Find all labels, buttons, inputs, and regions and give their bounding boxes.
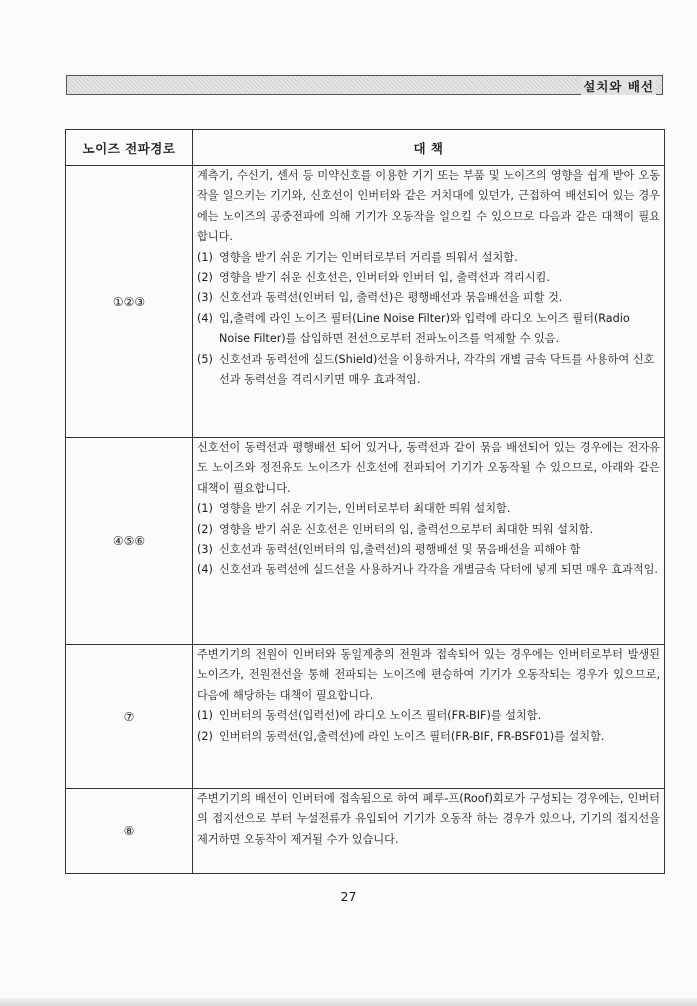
item-number: (1): [197, 250, 213, 264]
table-row: [66, 645, 665, 789]
measure-cell: [193, 166, 665, 438]
measure-intro: 계측기, 수신기, 센서 등 미약신호를 이용한 기기 또는 부품 및 노이즈의 영향을 쉽게 받아 오동작을 일으키는 기기와, 신호선이 인버터와 같은 거치대에 있던가, 근접하여 배선되어 있는 경우에는 노이즈의 공중전파에 의해 기기가 오동작을 일으킬 수 있으므로 다음과 같은 대책이 필요합니다.: [197, 169, 660, 244]
table-row: [66, 166, 665, 438]
item-number: (3): [197, 543, 213, 557]
route-cell: ④⑤⑥: [66, 438, 193, 645]
item-number: (1): [197, 502, 213, 516]
item-number: (2): [197, 271, 213, 285]
route-cell: ①②③: [66, 166, 193, 438]
list-item: [197, 350, 660, 391]
item-number: (1): [197, 709, 213, 723]
item-text: 신호선과 동력선에 실드선을 사용하거나 각각을 개별금속 닥터에 넣게 되면 매우 효과적임.: [219, 563, 658, 577]
measure-intro: 주변기기의 전원이 인버터와 동일계층의 전원과 접속되어 있는 경우에는 인버터로부터 발생된 노이즈가, 전원전선을 통해 전파되는 노이즈에 편승하여 기기가 오동작되는 경우가 있으므로, 다음에 해당하는 대책이 필요합니다.: [197, 648, 660, 702]
item-number: (5): [197, 352, 213, 366]
measure-cell: [193, 645, 665, 789]
measure-list: [197, 706, 660, 747]
list-item: [197, 706, 660, 726]
measure-intro: 신호선이 동력선과 평행배선 되어 있거나, 동력선과 같이 묶음 배선되어 있는 경우에는 전자유도 노이즈와 정전유도 노이즈가 신호선에 전파되어 기기가 오동작될 수 있으므로, 아래와 같은 대책이 필요합니다.: [197, 441, 660, 495]
item-text: 입,출력에 라인 노이즈 필터(Line Noise Filter)와 입력에 라디오 노이즈 필터(Radio Noise Filter)를 삽입하면 전선으로부터 전파노이즈를 억제할 수 있음.: [219, 311, 630, 346]
table-row: [66, 789, 665, 874]
column-header-route: 노이즈 전파경로: [66, 130, 193, 166]
list-item: [197, 520, 660, 540]
item-text: 인버터의 동력선(입,출력선)에 라인 노이즈 필터(FR-BIF, FR-BSF01)를 설치함.: [219, 729, 605, 743]
list-item: [197, 248, 660, 268]
table-header-row: [66, 130, 665, 166]
measure-list: [197, 499, 660, 581]
list-item: [197, 727, 660, 747]
item-number: (2): [197, 729, 213, 743]
route-cell: ⑦: [66, 645, 193, 789]
item-text: 영향을 받기 쉬운 신호선은, 인버터와 인버터 입, 출력선과 격리시킴.: [219, 271, 550, 285]
measure-intro: 주변기기의 배선이 인버터에 접속됨으로 하여 폐루-프(Roof)회로가 구성되는 경우에는, 인버터의 접지선으로 부터 누설전류가 유입되어 기기가 오동작 하는 경우가 있으나, 기기의 접지선을 제거하면 오동작이 제거될 수가 있습니다.: [197, 792, 660, 846]
scan-edge: [0, 998, 697, 1006]
section-header-bar: [66, 75, 663, 95]
list-item: [197, 560, 660, 580]
noise-countermeasure-table: [65, 129, 665, 874]
item-text: 영향을 받기 쉬운 신호선은 인버터의 입, 출력선으로부터 최대한 띄워 설치함.: [219, 522, 594, 536]
item-number: (4): [197, 563, 213, 577]
list-item: [197, 540, 660, 560]
list-item: [197, 499, 660, 519]
table-row: [66, 438, 665, 645]
measure-list: [197, 248, 660, 391]
item-text: 인버터의 동력선(입력선)에 라디오 노이즈 필터(FR-BIF)를 설치함.: [219, 709, 542, 723]
measure-cell: [193, 789, 665, 874]
page-number: 27: [340, 889, 357, 904]
list-item: [197, 288, 660, 308]
section-title: 설치와 배선: [583, 79, 654, 94]
item-text: 신호선과 동력선(인버터 입, 출력선)은 평행배선과 묶음배선을 피할 것.: [219, 291, 563, 305]
item-text: 신호선과 동력선에 실드(Shield)선을 이용하거나, 각각의 개별 금속 닥트를 사용하여 신호선과 동력선을 격리시키면 매우 효과적임.: [219, 352, 655, 387]
item-number: (2): [197, 522, 213, 536]
column-header-measure: 대 책: [193, 130, 665, 166]
item-text: 신호선과 동력선(인버터의 입,출력선)의 평행배선 및 묶음배선을 피해야 함: [219, 543, 581, 557]
list-item: [197, 268, 660, 288]
item-text: 영향을 받기 쉬운 기기는, 인버터로부터 최대한 띄워 설치함.: [219, 502, 511, 516]
measure-cell: [193, 438, 665, 645]
route-cell: ⑧: [66, 789, 193, 874]
item-number: (4): [197, 311, 213, 325]
item-number: (3): [197, 291, 213, 305]
item-text: 영향을 받기 쉬운 기기는 인버터로부터 거리를 띄워서 설치함.: [219, 250, 518, 264]
list-item: [197, 309, 660, 350]
